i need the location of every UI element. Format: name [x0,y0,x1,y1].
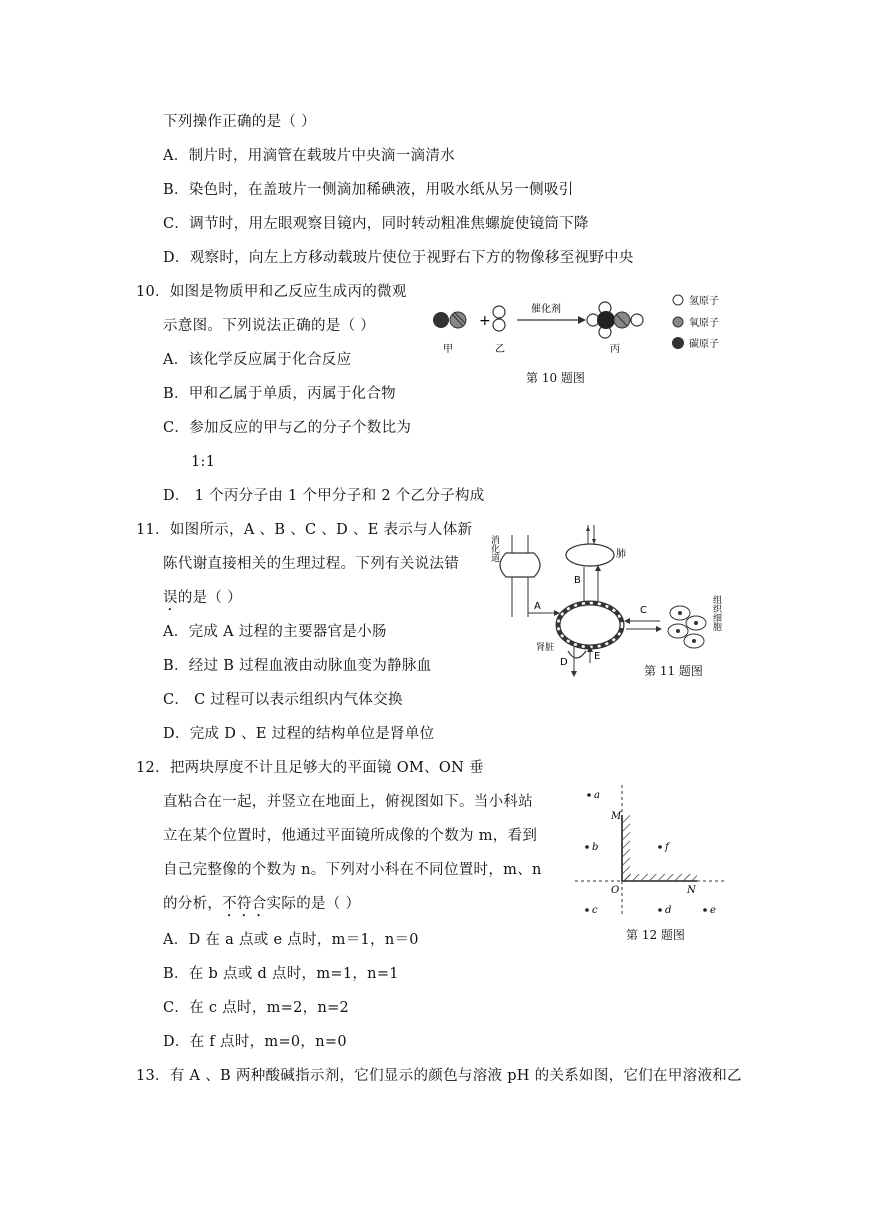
q12-stem-line3: 立在某个位置时，他通过平面镜所成像的个数为 m，看到 [163,828,538,844]
q11-figure [490,525,740,685]
q9-stem: 下列操作正确的是（ ） [163,114,316,130]
q11-option-d: D．完成 D 、E 过程的结构单位是肾单位 [163,726,435,742]
q12-figure-caption: 第 12 题图 [626,928,685,942]
q11-option-b: B．经过 B 过程血液由动脉血变为静脉血 [163,658,432,674]
q10-option-b: B．甲和乙属于单质，丙属于化合物 [163,386,396,402]
q12-option-a: A．D 在 a 点或 e 点时，m＝1，n＝0 [163,932,419,948]
q11-stem-line3 [163,588,242,614]
q12-option-c: C．在 c 点时，m=2，n=2 [163,1000,350,1016]
carbon-atom [433,312,449,328]
q9-option-a: A．制片时，用滴管在载玻片中央滴一滴清水 [163,148,455,164]
label-c: C [640,605,647,616]
label-m: M [611,811,622,822]
q12-stem-line2: 直粘合在一起，并竖立在地面上，俯视图如下。当小科站 [163,794,533,810]
catalyst-label: 催化剂 [531,304,561,315]
point-f [658,845,662,849]
point-b [585,845,589,849]
q12-figure [575,785,725,925]
q12-line5-post: 实际的是（ ） [266,896,361,912]
hydrogen-atom [493,319,505,331]
q10-stem-line2: 示意图。下列说法正确的是（ ） [163,318,376,334]
q10-option-c-line2: 1:1 [191,454,216,470]
q11-stem-line1: 11．如图所示，A 、B 、C 、D 、E 表示与人体新 [136,522,473,538]
legend-hydrogen: 氢原子 [689,296,719,307]
label-jia: 甲 [443,344,453,355]
q11-stem-line3-rest: 的是（ ） [177,590,242,606]
label-n: N [687,885,696,896]
label-f: f [665,842,669,853]
emphasis-mark: 误 [163,590,178,606]
point-d [658,908,662,912]
q10-figure [425,290,745,390]
q10-figure-caption: 第 10 题图 [526,371,585,385]
q9-option-c: C．调节时，用左眼观察目镜内，同时转动粗准焦螺旋使镜筒下降 [163,216,589,232]
q10-option-a: A．该化学反应属于化合反应 [163,352,352,368]
label-e: E [594,651,601,662]
digestive-shape [500,553,540,577]
legend-carbon: 碳原子 [689,339,719,350]
lung-label: 肺 [616,549,626,560]
plus-sign: + [479,313,491,329]
q9-option-d: D．观察时，向左上方移动载玻片使位于视野右下方的物像移至视野中央 [163,250,634,266]
digestive-label: 消化道 [489,535,499,562]
label-a: A [534,601,541,612]
point-a [587,793,591,797]
point-e [703,908,707,912]
q12-option-d: D．在 f 点时，m=0，n=0 [163,1034,347,1050]
label-e: e [710,905,716,916]
legend-carbon-icon [672,337,684,349]
legend-hydrogen-icon [673,295,683,305]
q10-option-d: D． 1 个丙分子由 1 个甲分子和 2 个乙分子构成 [163,488,485,504]
label-a: a [594,790,600,801]
label-bing: 丙 [610,344,620,355]
q11-option-a: A．完成 A 过程的主要器官是小肠 [163,624,387,640]
label-c: c [592,905,598,916]
q11-figure-caption: 第 11 题图 [644,664,703,678]
q12-line5-pre: 的分析， [163,896,223,912]
q10-stem-line1: 10．如图是物质甲和乙反应生成丙的微观 [136,284,407,300]
point-c [585,908,589,912]
label-b: B [574,575,581,586]
legend-oxygen-icon [673,317,683,327]
label-d: D [560,657,568,668]
lung-shape [566,544,614,566]
legend-oxygen: 氧原子 [689,318,719,329]
label-o: O [611,885,620,896]
emphasis-mark: 不符合 [222,896,267,912]
label-d: d [665,905,672,916]
q12-option-b: B．在 b 点或 d 点时，m=1，n=1 [163,966,399,982]
q9-option-b: B．染色时，在盖玻片一侧滴加稀碘液，用吸水纸从另一侧吸引 [163,182,574,198]
q11-option-c: C． C 过程可以表示组织内气体交换 [163,692,403,708]
q11-stem-line2: 陈代谢直接相关的生理过程。下列有关说法错 [163,556,459,572]
label-b: b [592,842,599,853]
q12-stem-line4: 自己完整像的个数为 n。下列对小科在不同位置时，m、n [163,862,542,878]
q10-option-c-line1: C．参加反应的甲与乙的分子个数比为 [163,420,412,436]
q13-stem-line1: 13．有 A 、B 两种酸碱指示剂，它们显示的颜色与溶液 pH 的关系如图，它们在甲溶液和乙 [136,1068,742,1084]
kidney-label: 肾脏 [536,643,555,653]
hydrogen-atom [493,306,505,318]
label-yi: 乙 [495,344,505,355]
q12-stem-line1: 12．把两块厚度不计且足够大的平面镜 OM、ON 垂 [136,760,484,776]
q12-stem-line5 [163,894,360,920]
tissue-label: 组织细胞 [711,595,721,631]
